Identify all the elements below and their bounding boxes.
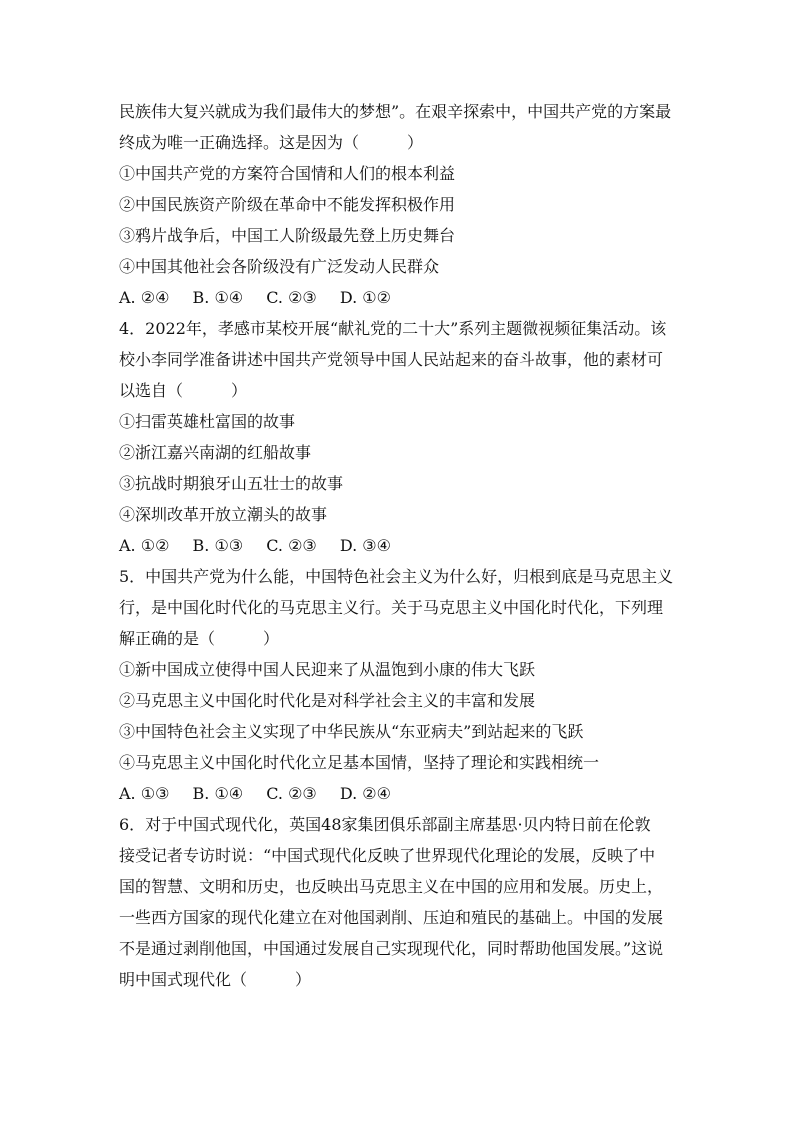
statement-item: ③抗战时期狼牙山五壮士的故事 xyxy=(119,474,344,493)
option-b: B. ①④ xyxy=(192,784,244,803)
answer-options xyxy=(119,778,689,809)
option-c: C. ②③ xyxy=(266,288,317,307)
question-stem-line: 6．对于中国式现代化，英国48家集团俱乐部副主席基思·贝内特日前在伦敦 xyxy=(119,815,651,834)
answer-options xyxy=(119,530,689,561)
statement-item: ①中国共产党的方案符合国情和人们的根本利益 xyxy=(119,164,456,183)
question-6 xyxy=(119,809,689,995)
question-3 xyxy=(119,96,689,313)
question-stem-line: 不是通过剥削他国，中国通过发展自己实现现代化，同时帮助他国发展。”这说 xyxy=(119,939,664,958)
question-stem-line: 行，是中国化时代化的马克思主义行。关于马克思主义中国化时代化，下列理 xyxy=(119,598,664,617)
option-b: B. ①④ xyxy=(192,288,244,307)
option-c: C. ②③ xyxy=(266,784,317,803)
option-d: D. ①② xyxy=(339,288,391,307)
question-stem-line: 接受记者专访时说：“中国式现代化反映了世界现代化理论的发展，反映了中 xyxy=(119,846,656,865)
question-stem-line: 解正确的是（ ） xyxy=(119,629,280,648)
question-stem-line: 4．2022年，孝感市某校开展“献礼党的二十大”系列主题微视频征集活动。该 xyxy=(119,319,667,338)
question-stem-line: 一些西方国家的现代化建立在对他国剥削、压迫和殖民的基础上。中国的发展 xyxy=(119,908,664,927)
statement-item: ①新中国成立使得中国人民迎来了从温饱到小康的伟大飞跃 xyxy=(119,660,536,679)
question-stem-line: 民族伟大复兴就成为我们最伟大的梦想”。在艰辛探索中，中国共产党的方案最 xyxy=(119,102,672,121)
statement-item: ①扫雷英雄杜富国的故事 xyxy=(119,412,296,431)
question-5 xyxy=(119,561,689,809)
option-d: D. ②④ xyxy=(339,784,391,803)
question-stem-line: 5．中国共产党为什么能，中国特色社会主义为什么好，归根到底是马克思主义 xyxy=(119,567,674,586)
question-stem-line: 国的智慧、文明和历史，也反映出马克思主义在中国的应用和发展。历史上， xyxy=(119,877,664,896)
question-4 xyxy=(119,313,689,561)
option-d: D. ③④ xyxy=(339,536,391,555)
option-b: B. ①③ xyxy=(192,536,244,555)
statement-item: ③中国特色社会主义实现了中华民族从“东亚病夫”到站起来的飞跃 xyxy=(119,722,584,741)
option-c: C. ②③ xyxy=(266,536,317,555)
option-a: A. ①② xyxy=(119,536,170,555)
statement-item: ②马克思主义中国化时代化是对科学社会主义的丰富和发展 xyxy=(119,691,536,710)
statement-item: ④马克思主义中国化时代化立足基本国情，坚持了理论和实践相统一 xyxy=(119,753,600,772)
answer-options xyxy=(119,282,689,313)
statement-item: ④中国其他社会各阶级没有广泛发动人民群众 xyxy=(119,257,440,276)
question-stem-line: 明中国式现代化（ ） xyxy=(119,970,312,989)
question-stem-line: 校小李同学准备讲述中国共产党领导中国人民站起来的奋斗故事，他的素材可 xyxy=(119,350,664,369)
option-a: A. ①③ xyxy=(119,784,170,803)
statement-item: ③鸦片战争后，中国工人阶级最先登上历史舞台 xyxy=(119,226,456,245)
statement-item: ④深圳改革开放立潮头的故事 xyxy=(119,505,328,524)
question-stem-line: 终成为唯一正确选择。这是因为（ ） xyxy=(119,133,424,152)
question-stem-line: 以选自（ ） xyxy=(119,381,248,400)
statement-item: ②中国民族资产阶级在革命中不能发挥积极作用 xyxy=(119,195,456,214)
statement-item: ②浙江嘉兴南湖的红船故事 xyxy=(119,443,312,462)
exam-page xyxy=(119,96,689,995)
option-a: A. ②④ xyxy=(119,288,170,307)
